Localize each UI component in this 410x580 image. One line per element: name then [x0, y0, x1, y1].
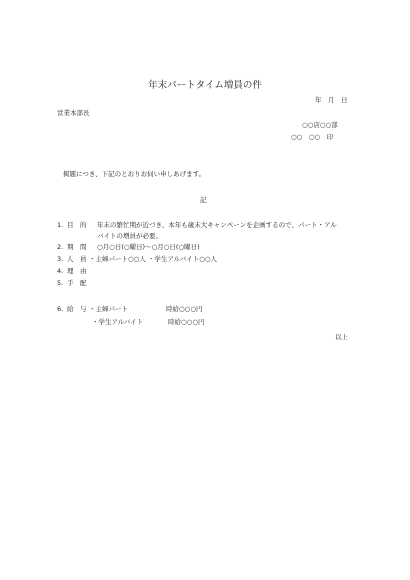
item-number: 5. [57, 279, 64, 287]
item-text-purpose-cont: バイトの増員が必要。 [97, 232, 162, 240]
document-date: 年 月 日 [315, 96, 348, 104]
sender-name-seal: ○○ ○○ 印 [291, 133, 334, 141]
document-title: 年末パートタイム増員の件 [148, 80, 262, 91]
item-text-purpose: 年末の繁忙期が近づき、本年も歳末大キャンペーンを企画するので、パート・アル [97, 221, 337, 229]
ki-heading: 記 [200, 196, 207, 204]
item-number: 4. [57, 267, 64, 275]
item-number: 2. [57, 243, 64, 251]
item-label-pay: 給 与 [67, 305, 87, 313]
item-text-period: ○月○日(○曜日)～○月○日(○曜日) [97, 243, 200, 251]
item-text-staff: ・主婦パート○○人 ・学生アルバイト○○人 [89, 255, 218, 263]
item-label-purpose: 目 的 [67, 221, 87, 229]
item-number: 6. [57, 305, 64, 313]
pay-row-who: ・主婦パート [89, 305, 128, 313]
item-label-period: 期 間 [67, 243, 87, 251]
item-number: 1. [57, 221, 64, 229]
pay-row-rate: 時給○○○円 [166, 305, 203, 313]
pay-row-rate: 時給○○○円 [168, 318, 205, 326]
closing-text: 以上 [335, 333, 348, 341]
item-label-staff: 人 員 [67, 255, 87, 263]
sender-department: ○○店○○部 [302, 121, 338, 129]
item-label-arrangement: 手 配 [67, 279, 87, 287]
item-number: 3. [57, 255, 64, 263]
intro-text: 掲題につき、下記のとおりお伺い申しあげます。 [63, 170, 206, 178]
pay-row-who: ・学生アルバイト [92, 318, 144, 326]
item-label-reason: 理 由 [67, 267, 87, 275]
recipient: 営業本部長 [57, 109, 90, 117]
